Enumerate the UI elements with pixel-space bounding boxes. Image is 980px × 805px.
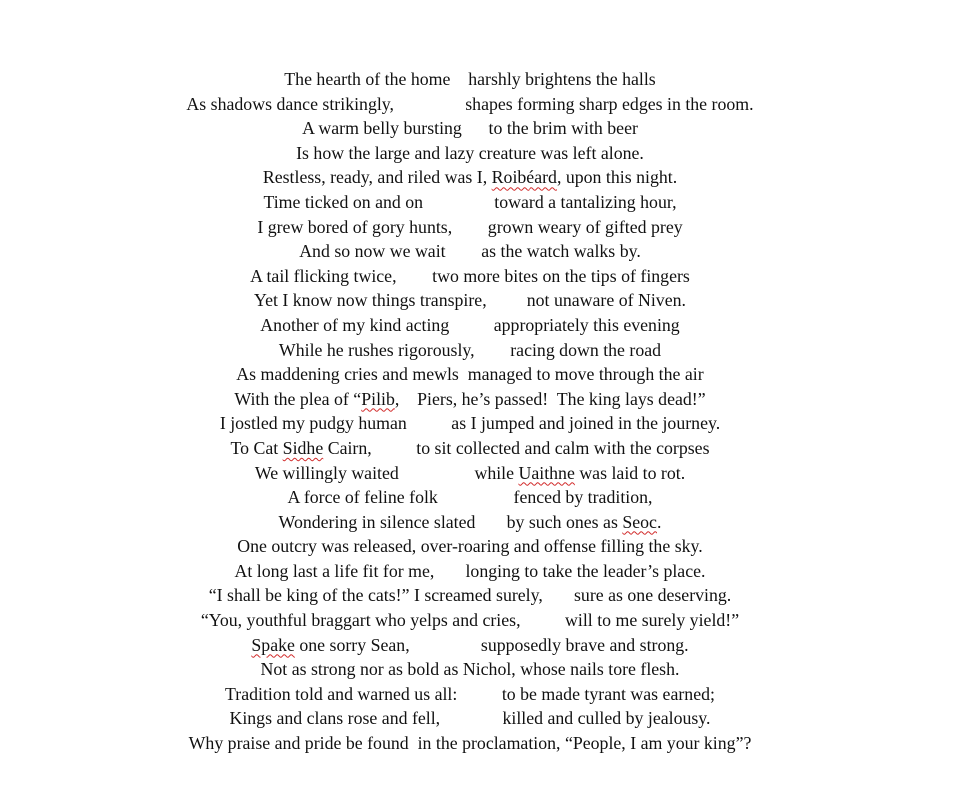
poem-line: “I shall be king of the cats!” I screamed surely, sure as one deserving.: [208, 585, 732, 606]
poem-line: The hearth of the home harshly brightens the halls: [284, 69, 656, 89]
spellcheck-flagged-word[interactable]: Uaithne: [518, 462, 575, 483]
poem-line: As maddening cries and mewls managed to move through the air: [236, 364, 704, 385]
poem-line: Tradition told and warned us all: to be made tyrant was earned;: [225, 683, 715, 704]
poem-line: Restless, ready, and riled was I, Roibéard, upon this night.: [262, 167, 678, 188]
poem-line: And so now we wait as the watch walks by.: [299, 241, 641, 262]
poem-line: To Cat Sidhe Cairn, to sit collected and calm with the corpses: [230, 437, 710, 458]
poem-line: A force of feline folk fenced by tradition,: [287, 487, 653, 508]
spellcheck-flagged-word[interactable]: Seoc: [622, 511, 657, 532]
poem-line: We willingly waited while Uaithne was laid to rot.: [254, 462, 686, 483]
poem-line: Is how the large and lazy creature was left alone.: [296, 142, 644, 163]
poem-line: Why praise and pride be found in the proclamation, “People, I am your king”?: [188, 733, 752, 754]
poem-line: While he rushes rigorously, racing down the road: [278, 339, 662, 360]
poem-line: “You, youthful braggart who yelps and cries, will to me surely yield!”: [200, 610, 740, 631]
poem-line: Kings and clans rose and fell, killed and culled by jealousy.: [229, 708, 711, 729]
poem-line: A tail flicking twice, two more bites on the tips of fingers: [250, 265, 690, 286]
spellcheck-flagged-word[interactable]: Spake: [251, 634, 295, 655]
poem-line: I grew bored of gory hunts, grown weary of gifted prey: [257, 216, 683, 237]
poem-line: At long last a life fit for me, longing to take the leader’s place.: [234, 560, 706, 581]
poem-line: Wondering in silence slated by such ones as Seoc.: [278, 511, 662, 532]
poem-line: Not as strong nor as bold as Nichol, whose nails tore flesh.: [260, 659, 680, 680]
poem-line: Time ticked on and on toward a tantalizing hour,: [263, 191, 677, 212]
poem-line: I jostled my pudgy human as I jumped and joined in the journey.: [219, 413, 721, 434]
spellcheck-flagged-word[interactable]: Roibéard: [491, 167, 557, 188]
poem-line: One outcry was released, over-roaring and offense filling the sky.: [237, 536, 703, 557]
spellcheck-flagged-word[interactable]: Pilib: [361, 388, 395, 409]
poem-line: With the plea of “Pilib, Piers, he’s passed! The king lays dead!”: [234, 388, 706, 409]
poem-line: Yet I know now things transpire, not unaware of Niven.: [254, 290, 686, 311]
poem-line: Another of my kind acting appropriately this evening: [260, 314, 680, 335]
poem-line: Spake one sorry Sean, supposedly brave and strong.: [251, 634, 689, 655]
poem-text-block: [0, 67, 940, 756]
spellcheck-flagged-word[interactable]: Sidhe: [282, 437, 324, 458]
poem-line: A warm belly bursting to the brim with beer: [302, 118, 638, 139]
poem-line: As shadows dance strikingly, shapes forming sharp edges in the room.: [186, 93, 754, 114]
